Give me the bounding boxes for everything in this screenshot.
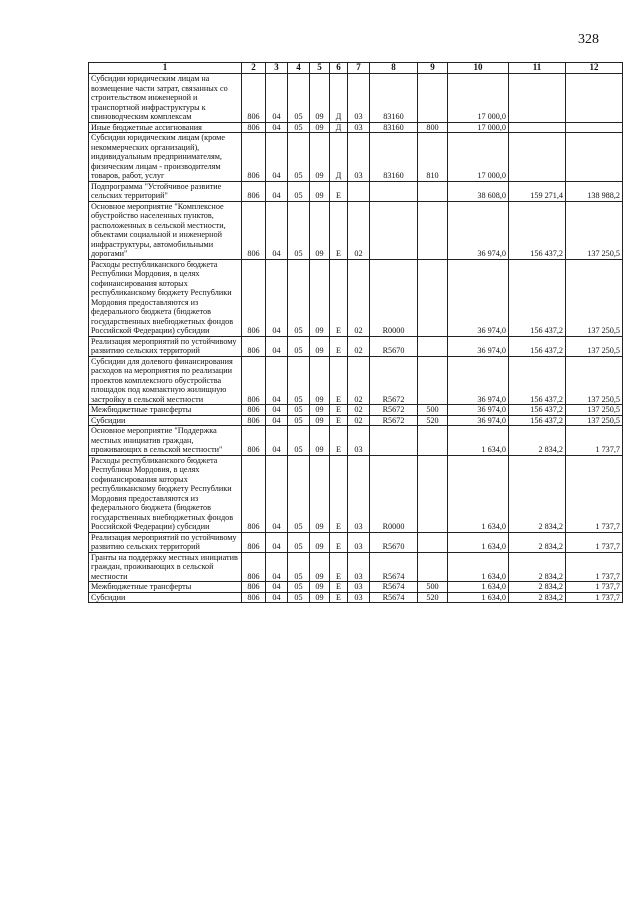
amount-year-3: 1 737,7 [566,552,623,582]
activity-code: 02 [348,259,370,336]
section-code: 04 [266,181,288,201]
activity-code: 03 [348,532,370,552]
program-code: 09 [310,582,330,593]
direction-code: R0000 [370,259,418,336]
subprogram-code: Е [330,259,348,336]
table-row [89,181,623,201]
subsection-code: 05 [288,133,310,182]
subsection-code: 05 [288,356,310,405]
activity-code: 03 [348,122,370,133]
grbs-code: 806 [242,74,266,123]
program-code: 09 [310,133,330,182]
column-header: 4 [288,63,310,74]
subprogram-code: Е [330,592,348,603]
expense-type-code: 520 [418,592,448,603]
grbs-code: 806 [242,405,266,416]
program-code: 09 [310,259,330,336]
activity-code: 02 [348,356,370,405]
amount-year-2: 156 437,2 [509,356,566,405]
section-code: 04 [266,201,288,259]
grbs-code: 806 [242,426,266,456]
direction-code: R5674 [370,552,418,582]
table-row [89,532,623,552]
subprogram-code: Е [330,405,348,416]
grbs-code: 806 [242,356,266,405]
row-name: Субсидии для долевого финансирования расходов на мероприятия по реализации проектов комплексного обустройства площадок под компактную жилищную застройку в сельской местности [89,356,242,405]
table-row [89,405,623,416]
subprogram-code: Е [330,552,348,582]
grbs-code: 806 [242,181,266,201]
expense-type-code [418,259,448,336]
program-code: 09 [310,74,330,123]
column-header: 5 [310,63,330,74]
activity-code: 03 [348,552,370,582]
section-code: 04 [266,74,288,123]
row-name: Реализация мероприятий по устойчивому развитию сельских территорий [89,532,242,552]
expense-type-code [418,552,448,582]
amount-year-2 [509,122,566,133]
table-header-row [89,63,623,74]
program-code: 09 [310,356,330,405]
amount-year-1: 1 634,0 [448,532,509,552]
row-name: Субсидии [89,415,242,426]
subsection-code: 05 [288,582,310,593]
direction-code: 83160 [370,122,418,133]
activity-code: 02 [348,201,370,259]
subprogram-code: Е [330,532,348,552]
amount-year-2: 2 834,2 [509,532,566,552]
row-name: Гранты на поддержку местных инициатив граждан, проживающих в сельской местности [89,552,242,582]
amount-year-2: 156 437,2 [509,415,566,426]
column-header: 12 [566,63,623,74]
amount-year-1: 17 000,0 [448,133,509,182]
program-code: 09 [310,181,330,201]
subsection-code: 05 [288,336,310,356]
amount-year-1: 36 974,0 [448,259,509,336]
row-name: Основное мероприятие "Комплексное обустройство населенных пунктов, расположенных в сельской местности, объектами социальной и инженерной инфраструктуры, автомобильными дорогами" [89,201,242,259]
amount-year-2: 2 834,2 [509,582,566,593]
direction-code [370,181,418,201]
subprogram-code: Е [330,356,348,405]
subsection-code: 05 [288,426,310,456]
section-code: 04 [266,532,288,552]
amount-year-2 [509,133,566,182]
program-code: 09 [310,592,330,603]
program-code: 09 [310,426,330,456]
program-code: 09 [310,122,330,133]
amount-year-3: 137 250,5 [566,336,623,356]
subsection-code: 05 [288,552,310,582]
column-header: 8 [370,63,418,74]
amount-year-3: 1 737,7 [566,426,623,456]
row-name: Субсидии [89,592,242,603]
amount-year-1: 36 974,0 [448,405,509,416]
amount-year-1: 17 000,0 [448,122,509,133]
activity-code: 03 [348,426,370,456]
activity-code: 03 [348,133,370,182]
section-code: 04 [266,455,288,532]
column-header: 11 [509,63,566,74]
table-row [89,552,623,582]
program-code: 09 [310,552,330,582]
amount-year-1: 1 634,0 [448,455,509,532]
column-header: 10 [448,63,509,74]
expense-type-code [418,426,448,456]
amount-year-1: 1 634,0 [448,592,509,603]
grbs-code: 806 [242,582,266,593]
table-row [89,201,623,259]
expense-type-code [418,336,448,356]
subsection-code: 05 [288,415,310,426]
subprogram-code: Д [330,122,348,133]
section-code: 04 [266,336,288,356]
table-row [89,336,623,356]
table-body [89,74,623,603]
expense-type-code [418,74,448,123]
column-header: 9 [418,63,448,74]
direction-code: R5672 [370,415,418,426]
amount-year-1: 36 974,0 [448,201,509,259]
amount-year-3: 138 988,2 [566,181,623,201]
column-header: 3 [266,63,288,74]
amount-year-2: 2 834,2 [509,426,566,456]
table-row [89,122,623,133]
amount-year-1: 1 634,0 [448,582,509,593]
section-code: 04 [266,405,288,416]
subsection-code: 05 [288,74,310,123]
amount-year-2: 2 834,2 [509,592,566,603]
grbs-code: 806 [242,133,266,182]
row-name: Иные бюджетные ассигнования [89,122,242,133]
subsection-code: 05 [288,259,310,336]
direction-code: R5670 [370,532,418,552]
budget-table [88,62,623,603]
direction-code: 83160 [370,74,418,123]
subsection-code: 05 [288,455,310,532]
amount-year-3: 137 250,5 [566,356,623,405]
grbs-code: 806 [242,415,266,426]
amount-year-3: 1 737,7 [566,592,623,603]
amount-year-2: 159 271,4 [509,181,566,201]
section-code: 04 [266,133,288,182]
amount-year-2: 156 437,2 [509,259,566,336]
activity-code: 03 [348,582,370,593]
activity-code: 02 [348,405,370,416]
table-row [89,259,623,336]
row-name: Межбюджетные трансферты [89,405,242,416]
amount-year-3: 1 737,7 [566,582,623,593]
section-code: 04 [266,259,288,336]
subprogram-code: Е [330,201,348,259]
subprogram-code: Е [330,455,348,532]
activity-code: 03 [348,592,370,603]
program-code: 09 [310,532,330,552]
activity-code: 02 [348,336,370,356]
direction-code [370,426,418,456]
row-name: Субсидии юридическим лицам на возмещение части затрат, связанных со строительством инженерной и транспортной инфраструктуры к свиноводческим комплексам [89,74,242,123]
grbs-code: 806 [242,122,266,133]
table-row [89,133,623,182]
program-code: 09 [310,415,330,426]
subsection-code: 05 [288,405,310,416]
row-name: Расходы республиканского бюджета Республики Мордовия, в целях софинансирования которых республиканскому бюджету Республики Мордовия предоставляются из федерального бюджета (бюджетов государственных внебюджетных фондов Российской Федерации) субсидии [89,259,242,336]
expense-type-code [418,201,448,259]
subsection-code: 05 [288,592,310,603]
section-code: 04 [266,552,288,582]
expense-type-code: 810 [418,133,448,182]
activity-code: 02 [348,415,370,426]
direction-code: 83160 [370,133,418,182]
amount-year-1: 36 974,0 [448,336,509,356]
amount-year-1: 1 634,0 [448,552,509,582]
expense-type-code [418,532,448,552]
amount-year-3 [566,74,623,123]
direction-code: R5670 [370,336,418,356]
table-row [89,74,623,123]
activity-code [348,181,370,201]
subsection-code: 05 [288,201,310,259]
amount-year-1: 17 000,0 [448,74,509,123]
amount-year-1: 38 608,0 [448,181,509,201]
section-code: 04 [266,426,288,456]
column-header: 2 [242,63,266,74]
amount-year-2: 2 834,2 [509,455,566,532]
program-code: 09 [310,336,330,356]
grbs-code: 806 [242,552,266,582]
column-header: 7 [348,63,370,74]
column-header: 1 [89,63,242,74]
subprogram-code: Д [330,74,348,123]
amount-year-2: 156 437,2 [509,336,566,356]
amount-year-3: 137 250,5 [566,415,623,426]
section-code: 04 [266,356,288,405]
row-name: Основное мероприятие "Поддержка местных инициатив граждан, проживающих в сельской местности" [89,426,242,456]
subprogram-code: Е [330,426,348,456]
grbs-code: 806 [242,455,266,532]
subprogram-code: Е [330,336,348,356]
activity-code: 03 [348,74,370,123]
grbs-code: 806 [242,592,266,603]
row-name: Реализация мероприятий по устойчивому развитию сельских территорий [89,336,242,356]
expense-type-code [418,181,448,201]
row-name: Межбюджетные трансферты [89,582,242,593]
expense-type-code [418,356,448,405]
amount-year-2: 2 834,2 [509,552,566,582]
direction-code [370,201,418,259]
amount-year-3 [566,122,623,133]
amount-year-1: 36 974,0 [448,415,509,426]
table-row [89,455,623,532]
direction-code: R5672 [370,405,418,416]
table-row [89,582,623,593]
amount-year-1: 36 974,0 [448,356,509,405]
grbs-code: 806 [242,532,266,552]
table-row [89,592,623,603]
program-code: 09 [310,201,330,259]
amount-year-3: 1 737,7 [566,455,623,532]
direction-code: R5672 [370,356,418,405]
table-row [89,415,623,426]
subprogram-code: Е [330,181,348,201]
section-code: 04 [266,582,288,593]
expense-type-code: 800 [418,122,448,133]
subprogram-code: Е [330,415,348,426]
subprogram-code: Е [330,582,348,593]
column-header: 6 [330,63,348,74]
amount-year-2 [509,74,566,123]
activity-code: 03 [348,455,370,532]
direction-code: R5674 [370,592,418,603]
amount-year-3: 137 250,5 [566,405,623,416]
grbs-code: 806 [242,201,266,259]
row-name: Подпрограмма "Устойчивое развитие сельских территорий" [89,181,242,201]
row-name: Субсидии юридическим лицам (кроме некоммерческих организаций), индивидуальным предпринимателям, физическим лицам - производителям товаров, работ, услуг [89,133,242,182]
grbs-code: 806 [242,259,266,336]
amount-year-2: 156 437,2 [509,201,566,259]
table-row [89,426,623,456]
amount-year-3: 137 250,5 [566,259,623,336]
program-code: 09 [310,455,330,532]
amount-year-3: 137 250,5 [566,201,623,259]
expense-type-code [418,455,448,532]
subprogram-code: Д [330,133,348,182]
program-code: 09 [310,405,330,416]
expense-type-code: 500 [418,405,448,416]
row-name: Расходы республиканского бюджета Республики Мордовия, в целях софинансирования которых республиканскому бюджету Республики Мордовия предоставляются из федерального бюджета (бюджетов государственных внебюджетных фондов Российской Федерации) субсидии [89,455,242,532]
table-row [89,356,623,405]
page-number: 328 [578,32,599,47]
section-code: 04 [266,415,288,426]
section-code: 04 [266,122,288,133]
subsection-code: 05 [288,532,310,552]
amount-year-2: 156 437,2 [509,405,566,416]
grbs-code: 806 [242,336,266,356]
amount-year-1: 1 634,0 [448,426,509,456]
direction-code: R5674 [370,582,418,593]
direction-code: R0000 [370,455,418,532]
subsection-code: 05 [288,181,310,201]
section-code: 04 [266,592,288,603]
expense-type-code: 520 [418,415,448,426]
expense-type-code: 500 [418,582,448,593]
subsection-code: 05 [288,122,310,133]
amount-year-3: 1 737,7 [566,532,623,552]
amount-year-3 [566,133,623,182]
